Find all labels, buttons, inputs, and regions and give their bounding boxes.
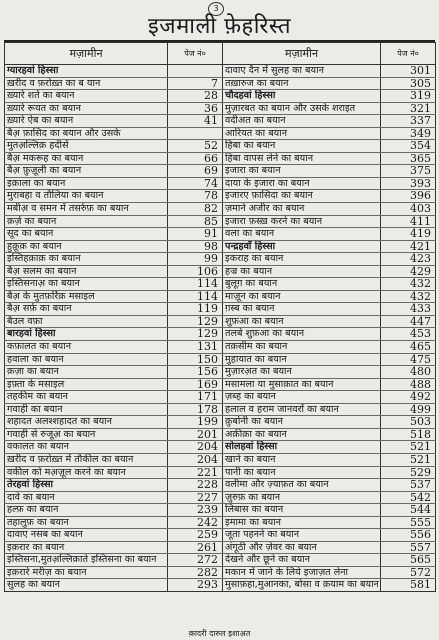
table-row <box>5 228 436 241</box>
table-row <box>5 115 436 128</box>
right-entry-title: मकान में जाने के लिये इजाज़त लेना <box>223 566 381 579</box>
left-entry-title: बैअ़ के मुतफ़र्रिक़ मसाइल <box>5 290 168 303</box>
right-entry-title: बुलूग़ का बयान <box>223 278 381 291</box>
table-row <box>5 491 436 504</box>
left-entry-title: दावाए नसब का बयान <box>5 529 168 542</box>
left-entry-page: 282 <box>168 566 223 579</box>
right-entry-title: माज़ून का बयान <box>223 290 381 303</box>
table-row <box>5 65 436 78</box>
left-entry-page: 261 <box>168 541 223 554</box>
right-entry-page: 556 <box>381 529 436 542</box>
right-entry-title: आरियत का बयान <box>223 127 381 140</box>
left-entry-page: 28 <box>168 90 223 103</box>
left-entry-page: 272 <box>168 554 223 567</box>
table-row <box>5 127 436 140</box>
page-title: इजमाली फ़ेहरिस्त <box>147 14 292 39</box>
right-entry-page: 432 <box>381 278 436 291</box>
right-entry-title: मुज़ारअ़त का बयान <box>223 366 381 379</box>
right-entry-title: जूता पहनने का बयान <box>223 529 381 542</box>
left-entry-page: 78 <box>168 190 223 203</box>
right-entry-page: 465 <box>381 341 436 354</box>
right-entry-title: लिबास का बयान <box>223 504 381 517</box>
left-page-header: पेज नं० <box>168 43 223 65</box>
left-entry-title: बारहवां हिस्सा <box>5 328 168 341</box>
right-entry-page: 429 <box>381 265 436 278</box>
left-entry-title: बैअ़ फ़ुज़ूली का बयान <box>5 165 168 178</box>
right-entry-title: देखने और छूने का बयान <box>223 554 381 567</box>
table-row <box>5 579 436 592</box>
right-entry-title: अंगूठी और ज़ेवर का बयान <box>223 541 381 554</box>
left-entry-page: 204 <box>168 453 223 466</box>
right-entry-page: 542 <box>381 491 436 504</box>
left-entry-title: इस्तिसनाअ़ का बयान <box>5 278 168 291</box>
footer-publisher: क़ादरी दारुल इशाअ़त <box>188 629 251 638</box>
right-entry-page: 354 <box>381 140 436 153</box>
right-entry-page: 503 <box>381 416 436 429</box>
left-entry-title: हवाला का बयान <box>5 353 168 366</box>
right-entry-title: तलबे शुफ़आ का बयान <box>223 328 381 341</box>
left-entry-title: दावे का बयान <box>5 491 168 504</box>
left-entry-title: क़र्ज़ का बयान <box>5 215 168 228</box>
right-entry-page: 557 <box>381 541 436 554</box>
table-row <box>5 403 436 416</box>
left-entry-title: गवाही से रुजूअ़ का बयान <box>5 428 168 441</box>
left-entry-title: ख़रीद व फ़रोख़्त का ब यान <box>5 77 168 90</box>
left-entry-page: 106 <box>168 265 223 278</box>
table-row <box>5 215 436 228</box>
page-number: 3 <box>208 2 224 16</box>
right-entry-page: 499 <box>381 403 436 416</box>
table-row <box>5 190 436 203</box>
right-entry-title: हज्र का बयान <box>223 265 381 278</box>
right-entry-page: 301 <box>381 65 436 78</box>
table-row <box>5 566 436 579</box>
left-entry-title: शहादत अलश्शहादत का बयान <box>5 416 168 429</box>
table-row <box>5 77 436 90</box>
right-entry-page: 403 <box>381 203 436 216</box>
table-row <box>5 416 436 429</box>
table-row <box>5 303 436 316</box>
left-entry-title: इफ़्ता के मसाइल <box>5 378 168 391</box>
left-entry-page: 169 <box>168 378 223 391</box>
right-entry-title: दाया के इजारा का बयान <box>223 177 381 190</box>
table-row <box>5 253 436 266</box>
left-entry-title: सुलह का बयान <box>5 579 168 592</box>
right-entry-page: 492 <box>381 391 436 404</box>
left-entry-page: 7 <box>168 77 223 90</box>
right-entry-title: ज़ुरुफ़ का बयान <box>223 491 381 504</box>
left-entry-page: 293 <box>168 579 223 592</box>
left-entry-page: 119 <box>168 303 223 316</box>
table-row <box>5 529 436 542</box>
left-entry-title: मुतअ़ल्लिक़ हदीसें <box>5 140 168 153</box>
right-entry-title: इजारा फ़स्ख़ करने का बयान <box>223 215 381 228</box>
left-entry-title: क़ज़ा का बयान <box>5 366 168 379</box>
table-row <box>5 353 436 366</box>
table-row <box>5 504 436 517</box>
right-entry-title: वलीमा और ज़्याफ़त का बयान <box>223 479 381 492</box>
right-entry-title: पन्द्रहवाँ हिस्सा <box>223 240 381 253</box>
right-entry-page: 475 <box>381 353 436 366</box>
left-entry-page: 98 <box>168 240 223 253</box>
left-entry-page: 228 <box>168 479 223 492</box>
right-entry-title: इकराह का बयान <box>223 253 381 266</box>
left-entry-page: 178 <box>168 403 223 416</box>
table-row <box>5 554 436 567</box>
right-entry-page: 565 <box>381 554 436 567</box>
right-entry-page: 421 <box>381 240 436 253</box>
left-entry-title: ख़्यारे रूयत का बयान <box>5 102 168 115</box>
right-entry-title: क़ुर्बानी का बयान <box>223 416 381 429</box>
right-entry-title: तख़ारुज का बयान <box>223 77 381 90</box>
left-entry-page: 129 <box>168 328 223 341</box>
left-entry-title: तेरहवां हिस्सा <box>5 479 168 492</box>
left-entry-page: 69 <box>168 165 223 178</box>
right-entry-page: 375 <box>381 165 436 178</box>
right-entry-page: 419 <box>381 228 436 241</box>
left-entry-title: इक़रार का बयान <box>5 541 168 554</box>
right-entry-page: 423 <box>381 253 436 266</box>
right-entry-title: दावाए दैन में सुलह का बयान <box>223 65 381 78</box>
right-entry-page: 555 <box>381 516 436 529</box>
left-entry-page: 227 <box>168 491 223 504</box>
right-entry-title: वला का बयान <box>223 228 381 241</box>
right-entry-page: 305 <box>381 77 436 90</box>
left-entry-title: मुराबहा व तौलिया का बयान <box>5 190 168 203</box>
table-row <box>5 541 436 554</box>
left-entry-page: 91 <box>168 228 223 241</box>
left-entry-title: तहालुफ़ का बयान <box>5 516 168 529</box>
left-entry-title: बैअ़ सर्फ़ का बयान <box>5 303 168 316</box>
table-row <box>5 278 436 291</box>
left-entry-title: वकालत का बयान <box>5 441 168 454</box>
right-entry-page: 518 <box>381 428 436 441</box>
right-entry-title: इजारा का बयान <box>223 165 381 178</box>
right-entry-page: 521 <box>381 453 436 466</box>
right-entry-title: चौदहवां हिस्सा <box>223 90 381 103</box>
table-row <box>5 177 436 190</box>
right-entry-title: खाने का बयान <box>223 453 381 466</box>
contents-table <box>4 42 436 592</box>
right-entry-page: 529 <box>381 466 436 479</box>
left-entry-page: 114 <box>168 290 223 303</box>
right-entry-page: 581 <box>381 579 436 592</box>
table-row <box>5 428 436 441</box>
left-entry-title: ख़्यारे ऐब का बयान <box>5 115 168 128</box>
left-entry-title: गवाही का बयान <box>5 403 168 416</box>
left-entry-title: इक़रारे मरीज़ का बयान <box>5 566 168 579</box>
left-entry-page: 221 <box>168 466 223 479</box>
right-entry-page: 521 <box>381 441 436 454</box>
left-entry-page: 36 <box>168 102 223 115</box>
table-row <box>5 315 436 328</box>
left-entry-page: 129 <box>168 315 223 328</box>
left-entry-page: 85 <box>168 215 223 228</box>
left-entry-page: 239 <box>168 504 223 517</box>
table-row <box>5 165 436 178</box>
right-entry-page: 365 <box>381 152 436 165</box>
contents-header-row <box>5 43 436 65</box>
left-entry-title: बैअ़ सलम का बयान <box>5 265 168 278</box>
left-entry-title: तहकीम का बयान <box>5 391 168 404</box>
right-entry-title: मुहायात का बयान <box>223 353 381 366</box>
left-entry-page <box>168 127 223 140</box>
left-entry-title: बैअ़ मकरूह का बयान <box>5 152 168 165</box>
table-row <box>5 240 436 253</box>
table-row <box>5 140 436 153</box>
right-entry-title: ग़स्ब का बयान <box>223 303 381 316</box>
right-entry-title: हिबा का बयान <box>223 140 381 153</box>
right-entry-title: हलाल व हराम जानवरों का बयान <box>223 403 381 416</box>
left-entry-title: कफ़ालत का बयान <box>5 341 168 354</box>
table-row <box>5 453 436 466</box>
right-entry-page: 572 <box>381 566 436 579</box>
left-column-header: मज़ामीन <box>5 43 168 65</box>
table-row <box>5 341 436 354</box>
right-entry-title: इमामा का बयान <box>223 516 381 529</box>
right-entry-page: 411 <box>381 215 436 228</box>
left-entry-title: बैअ़ फ़ासिद का बयान और उसके <box>5 127 168 140</box>
left-entry-page: 52 <box>168 140 223 153</box>
left-entry-page: 74 <box>168 177 223 190</box>
left-entry-title: इस्तिहक़ाक़ का बयान <box>5 253 168 266</box>
table-row <box>5 391 436 404</box>
table-row <box>5 265 436 278</box>
right-entry-title: इजारए फ़ासिदा का बयान <box>223 190 381 203</box>
left-entry-page: 99 <box>168 253 223 266</box>
right-entry-title: पानी का बयान <box>223 466 381 479</box>
left-entry-page <box>168 65 223 78</box>
left-entry-title: सूद का बयान <box>5 228 168 241</box>
right-entry-page: 349 <box>381 127 436 140</box>
left-entry-title: बैउल वफ़ा <box>5 315 168 328</box>
right-entry-title: मुसाफ़हा,मुआनका, बोसा व क़याम का बयान <box>223 579 381 592</box>
right-entry-title: हिबा वापस लेने का बयान <box>223 152 381 165</box>
left-entry-page: 114 <box>168 278 223 291</box>
table-row <box>5 152 436 165</box>
right-entry-title: तक़सीम का बयान <box>223 341 381 354</box>
left-entry-title: हुक़ूक़ का बयान <box>5 240 168 253</box>
left-entry-page: 82 <box>168 203 223 216</box>
left-entry-page: 204 <box>168 441 223 454</box>
right-entry-page: 321 <box>381 102 436 115</box>
left-entry-page: 171 <box>168 391 223 404</box>
right-entry-title: ज़ब्ह का बयान <box>223 391 381 404</box>
right-entry-page: 480 <box>381 366 436 379</box>
table-row <box>5 441 436 454</box>
right-entry-page: 537 <box>381 479 436 492</box>
left-entry-title: वकील को मअ़ज़ूल करने का बयान <box>5 466 168 479</box>
table-row <box>5 366 436 379</box>
table-row <box>5 516 436 529</box>
right-entry-title: शुफ़आ का बयान <box>223 315 381 328</box>
right-entry-page: 319 <box>381 90 436 103</box>
left-entry-page: 156 <box>168 366 223 379</box>
right-entry-title: मुज़ारबत का बयान और उसके शराइत <box>223 102 381 115</box>
right-entry-page: 432 <box>381 290 436 303</box>
table-row <box>5 466 436 479</box>
right-column-header: मज़ामीन <box>223 43 381 65</box>
contents-body <box>5 65 436 592</box>
table-row <box>5 290 436 303</box>
right-entry-page: 447 <box>381 315 436 328</box>
right-entry-title: अक़ीक़ा का बयान <box>223 428 381 441</box>
right-entry-page: 488 <box>381 378 436 391</box>
left-entry-title: ख़्यारे शर्त का बयान <box>5 90 168 103</box>
right-entry-page: 337 <box>381 115 436 128</box>
table-row <box>5 378 436 391</box>
table-row <box>5 90 436 103</box>
left-entry-page: 199 <box>168 416 223 429</box>
left-entry-title: ख़रीद व फ़रोख़्त में तौकील का बयान <box>5 453 168 466</box>
left-entry-page: 259 <box>168 529 223 542</box>
left-entry-page: 150 <box>168 353 223 366</box>
left-entry-page: 41 <box>168 115 223 128</box>
left-entry-page: 131 <box>168 341 223 354</box>
right-entry-title: वदीअत का बयान <box>223 115 381 128</box>
left-entry-title: इस्तिसना,मुतअ़ल्लिक़ाते इस्तिसना का बयान <box>5 554 168 567</box>
left-entry-page: 242 <box>168 516 223 529</box>
right-entry-title: मसामला या मुसाक़ात का बयान <box>223 378 381 391</box>
table-row <box>5 102 436 115</box>
left-entry-title: हल्फ़ का बयान <box>5 504 168 517</box>
right-entry-title: सोलहवां हिस्सा <box>223 441 381 454</box>
table-row <box>5 479 436 492</box>
table-row <box>5 328 436 341</box>
left-entry-page: 66 <box>168 152 223 165</box>
left-entry-title: मबीअ़ व समन में तसर्रुफ़ का बयान <box>5 203 168 216</box>
right-entry-page: 544 <box>381 504 436 517</box>
right-entry-page: 396 <box>381 190 436 203</box>
right-entry-page: 453 <box>381 328 436 341</box>
right-page-header: पेज नं० <box>381 43 436 65</box>
right-entry-page: 433 <box>381 303 436 316</box>
left-entry-page: 201 <box>168 428 223 441</box>
left-entry-title: ग्यारहवां हिस्सा <box>5 65 168 78</box>
right-entry-title: ज़माने अजीर का बयान <box>223 203 381 216</box>
table-row <box>5 203 436 216</box>
left-entry-title: इक़ाला का बयान <box>5 177 168 190</box>
right-entry-page: 393 <box>381 177 436 190</box>
